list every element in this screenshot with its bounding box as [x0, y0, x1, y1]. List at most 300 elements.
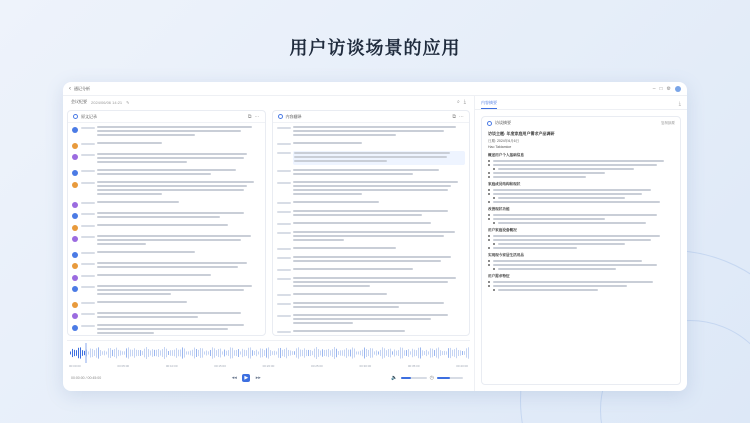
waveform-bar	[310, 350, 311, 356]
transcript-row[interactable]	[72, 126, 261, 138]
waveform-bar	[370, 348, 371, 358]
transcript-row[interactable]	[277, 302, 466, 310]
transcript-row[interactable]	[277, 126, 466, 138]
doc-date: 日期: 2024年6月6日	[488, 139, 520, 143]
waveform-bar	[374, 351, 375, 354]
waveform-bar	[398, 350, 399, 356]
waveform-bar	[106, 351, 107, 354]
waveform-bar	[70, 352, 71, 355]
waveform-bar	[380, 350, 381, 356]
transcript-row[interactable]	[277, 151, 466, 165]
original-panel-header	[68, 111, 265, 123]
waveform-bar	[294, 351, 295, 355]
waveform-bar	[160, 350, 161, 355]
waveform-bar	[356, 351, 357, 354]
waveform-bar	[108, 348, 109, 357]
waveform-bar	[276, 351, 277, 354]
bullet-dot-icon	[493, 222, 495, 224]
speaker-avatar	[72, 325, 78, 331]
waveform-bar	[246, 350, 247, 356]
play-button[interactable]: ▶	[242, 374, 250, 382]
waveform-bar	[270, 350, 271, 356]
waveform-bar	[164, 347, 165, 359]
waveform-bar	[212, 347, 213, 358]
window-title: 通记分析	[74, 85, 90, 91]
waveform-bar	[368, 350, 369, 356]
timestamp-placeholder	[81, 154, 97, 158]
forward-icon[interactable]: ▸▸	[255, 375, 261, 381]
summary-section-heading: 家庭成员结构和现状	[488, 182, 521, 186]
search-icon[interactable]: ⌕	[456, 99, 460, 105]
waveform-bar	[144, 349, 145, 358]
waveform-bar	[124, 351, 125, 354]
summary-bullet	[488, 243, 674, 245]
summary-bullet	[488, 160, 674, 162]
waveform-bar	[346, 348, 347, 358]
transcript-row[interactable]	[277, 314, 466, 326]
transcript-row[interactable]	[72, 285, 261, 297]
summary-bullet	[488, 247, 674, 249]
volume-icon[interactable]: 🔈	[391, 375, 398, 381]
transcript-row[interactable]	[72, 181, 261, 197]
waveform-bar	[358, 351, 359, 354]
waveform-bar	[416, 350, 417, 356]
summary-bullet	[488, 164, 674, 166]
waveform-bar	[432, 349, 433, 358]
more-icon[interactable]: ⋯	[254, 113, 260, 120]
transcript-row[interactable]	[72, 235, 261, 247]
transcript-row[interactable]	[277, 169, 466, 177]
file-name: 会议纪要	[71, 99, 87, 104]
transcript-row[interactable]	[277, 256, 466, 264]
original-rows	[68, 123, 265, 336]
timestamp-placeholder	[277, 211, 293, 215]
waveform-bar	[244, 350, 245, 356]
transcript-text-placeholder	[97, 262, 261, 270]
waveform-bar	[100, 350, 101, 356]
waveform-bar	[350, 350, 351, 357]
waveform-bar	[224, 350, 225, 357]
waveform-bar	[112, 350, 113, 356]
waveform-bar	[330, 350, 331, 355]
waveform-bar	[258, 351, 259, 354]
speaker-avatar	[72, 263, 78, 269]
summary-bullet	[488, 201, 674, 203]
bullet-dot-icon	[493, 268, 495, 270]
speaker-avatar	[72, 236, 78, 242]
waveform-bar	[314, 349, 315, 358]
waveform-bar	[94, 350, 95, 356]
transcript-text-placeholder	[293, 151, 466, 165]
bullet-dot-icon	[488, 189, 490, 191]
waveform-bar	[216, 350, 217, 356]
transcript-text-placeholder	[293, 142, 466, 146]
transcript-text-placeholder	[97, 126, 261, 138]
transcript-text-placeholder	[293, 210, 466, 218]
transcript-row[interactable]	[72, 301, 261, 308]
waveform-bar	[206, 351, 207, 356]
waveform-bar	[138, 350, 139, 356]
transcript-row[interactable]	[72, 169, 261, 177]
timeline-tick: 00:10:00	[165, 364, 178, 368]
waveform-bar	[222, 351, 223, 354]
waveform-bar	[208, 351, 209, 354]
waveform-bar	[130, 350, 131, 357]
timeline-tick: 00:40:00	[456, 364, 468, 368]
waveform-bar	[264, 350, 265, 356]
waveform-bar	[170, 350, 171, 356]
waveform-bar	[220, 349, 221, 358]
current-time: 00:00:00 / 00:45:00	[71, 376, 102, 380]
bullet-dot-icon	[488, 164, 490, 166]
transcript-text-placeholder	[97, 312, 261, 320]
audio-waveform[interactable]	[69, 343, 469, 363]
transcript-text-placeholder	[97, 301, 261, 305]
waveform-bar	[236, 350, 237, 356]
timeline-tick: 00:20:00	[262, 364, 275, 368]
waveform-bar	[322, 349, 323, 357]
waveform-bar	[312, 351, 313, 355]
waveform-bar	[278, 348, 279, 358]
summary-section-heading: 用户家庭设备概况	[488, 228, 517, 232]
waveform-bar	[288, 350, 289, 356]
waveform-bar	[146, 347, 147, 359]
waveform-bar	[210, 350, 211, 356]
timestamp-placeholder	[81, 225, 97, 229]
transcript-row[interactable]	[277, 247, 466, 252]
copy-summary-button[interactable]: 复制摘要	[661, 120, 675, 125]
waveform-bar	[150, 350, 151, 355]
waveform-bar	[420, 347, 421, 358]
waveform-bar	[464, 351, 465, 355]
summary-card	[481, 116, 681, 385]
speaker-avatar	[72, 182, 78, 188]
summary-document	[482, 129, 680, 295]
speaker-avatar	[72, 225, 78, 231]
transcript-row[interactable]	[277, 330, 466, 335]
summary-bullet	[488, 168, 674, 170]
waveform-bar	[340, 350, 341, 355]
translated-rows	[273, 123, 470, 336]
waveform-bar	[324, 350, 325, 356]
summary-card-header	[482, 117, 680, 129]
waveform-bar	[84, 351, 85, 355]
waveform-bar	[290, 350, 291, 355]
panel-dot-icon	[278, 114, 283, 119]
waveform-bar	[300, 350, 301, 357]
waveform-bar	[120, 351, 121, 356]
transcript-text-placeholder	[293, 222, 466, 226]
waveform-bar	[254, 351, 255, 355]
waveform-bar	[364, 348, 365, 359]
bullet-dot-icon	[488, 235, 490, 237]
edit-icon[interactable]: ✎	[126, 99, 130, 105]
transcript-row[interactable]	[277, 142, 466, 147]
waveform-bar	[366, 349, 367, 357]
more-icon[interactable]: ⋯	[459, 113, 464, 120]
waveform-bar	[158, 349, 159, 357]
speed-slider[interactable]	[437, 377, 463, 379]
timeline-tick: 00:05:00	[117, 364, 130, 368]
timestamp-placeholder	[81, 286, 97, 290]
waveform-bar	[204, 351, 205, 354]
transcript-text-placeholder	[97, 169, 261, 177]
transcript-row[interactable]	[72, 201, 261, 208]
transcript-text-placeholder	[293, 302, 466, 310]
speaker-avatar	[72, 286, 78, 292]
waveform-bar	[178, 350, 179, 357]
waveform-bar	[456, 348, 457, 358]
waveform-bar	[452, 350, 453, 356]
waveform-bar	[466, 348, 467, 357]
waveform-bar	[190, 351, 191, 356]
timestamp-placeholder	[81, 143, 97, 147]
waveform-bar	[298, 347, 299, 358]
timestamp-placeholder	[81, 263, 97, 267]
transcript-text-placeholder	[97, 212, 261, 220]
speaker-avatar	[72, 252, 78, 258]
summary-bullet	[488, 268, 674, 270]
waveform-bar	[168, 351, 169, 355]
waveform-bar	[74, 350, 75, 356]
summary-bullet	[488, 285, 674, 287]
timestamp-placeholder	[81, 325, 97, 329]
waveform-bar	[360, 351, 361, 356]
maximize-icon[interactable]: □	[659, 85, 663, 92]
minimize-icon[interactable]: –	[652, 85, 656, 92]
download-icon[interactable]: ⤓	[463, 99, 466, 105]
waveform-bar	[424, 351, 425, 355]
avatar[interactable]	[675, 86, 681, 92]
transcript-row[interactable]	[72, 324, 261, 336]
timestamp-placeholder	[277, 278, 293, 282]
summary-card-title: 访谈摘要	[495, 120, 511, 125]
transcript-text-placeholder	[293, 247, 466, 251]
transcript-text-placeholder	[97, 235, 261, 247]
transcript-row[interactable]	[277, 210, 466, 218]
waveform-bar	[400, 347, 401, 358]
transcript-text-placeholder	[293, 314, 466, 326]
waveform-bar	[248, 348, 249, 358]
waveform-bar	[450, 348, 451, 358]
waveform-bar	[238, 349, 239, 357]
waveform-bar	[328, 349, 329, 357]
waveform-bar	[234, 350, 235, 356]
waveform-bar	[372, 348, 373, 357]
timeline-tick: 00:00:00	[69, 364, 81, 368]
bullet-dot-icon	[488, 218, 490, 220]
panel-dot-icon	[73, 114, 78, 119]
transcript-text-placeholder	[293, 268, 466, 272]
transcript-row[interactable]	[72, 153, 261, 165]
waveform-bar	[118, 350, 119, 356]
waveform-bar	[250, 347, 251, 358]
waveform-bar	[454, 349, 455, 357]
waveform-bar	[154, 350, 155, 356]
waveform-bar	[202, 348, 203, 357]
waveform-bar	[438, 347, 439, 358]
waveform-bar	[442, 351, 443, 355]
bullet-dot-icon	[488, 172, 490, 174]
waveform-bar	[132, 350, 133, 356]
waveform-bar	[180, 350, 181, 357]
transcript-row[interactable]	[277, 277, 466, 289]
waveform-bar	[414, 350, 415, 357]
transcript-text-placeholder	[293, 330, 466, 334]
waveform-bar	[272, 351, 273, 355]
transcript-text-placeholder	[97, 324, 261, 336]
bullet-dot-icon	[488, 260, 490, 262]
transcript-row[interactable]	[72, 312, 261, 320]
summary-bullet	[488, 264, 674, 266]
waveform-bar	[392, 351, 393, 354]
volume-slider[interactable]	[401, 377, 427, 379]
waveform-bar	[186, 351, 187, 354]
original-panel-title: 原文记录	[81, 113, 97, 119]
bullet-dot-icon	[488, 193, 490, 195]
waveform-bar	[192, 350, 193, 356]
timeline-ticks	[69, 364, 468, 370]
waveform-bar	[140, 350, 141, 356]
summary-bullet	[488, 235, 674, 237]
original-transcript-panel	[67, 110, 266, 336]
timestamp-placeholder	[277, 257, 293, 261]
waveform-bar	[468, 347, 469, 358]
waveform-bar	[354, 348, 355, 357]
timestamp-placeholder	[81, 213, 97, 217]
waveform-bar	[428, 351, 429, 354]
waveform-bar	[268, 347, 269, 358]
timestamp-placeholder	[81, 202, 97, 206]
transcript-row[interactable]	[277, 268, 466, 273]
waveform-bar	[240, 351, 241, 354]
waveform-bar	[242, 349, 243, 357]
timestamp-placeholder	[277, 202, 293, 206]
waveform-bar	[440, 350, 441, 356]
page-headline: 用户访谈场景的应用	[289, 38, 461, 58]
waveform-bar	[214, 348, 215, 357]
summary-bullet	[488, 193, 674, 195]
waveform-bar	[308, 350, 309, 356]
file-meta: 2024/06/06 14:21	[91, 99, 123, 105]
timestamp-placeholder	[81, 313, 97, 317]
timestamp-placeholder	[81, 275, 97, 279]
timestamp-placeholder	[277, 303, 293, 307]
transcript-row[interactable]	[72, 274, 261, 281]
timestamp-placeholder	[277, 143, 293, 147]
transcript-row[interactable]	[72, 262, 261, 270]
timestamp-placeholder	[277, 269, 293, 273]
tab-summary[interactable]: 内容摘要	[481, 100, 497, 109]
waveform-bar	[410, 351, 411, 354]
waveform-bar	[218, 349, 219, 357]
waveform-bar	[422, 350, 423, 355]
transcript-row[interactable]	[277, 222, 466, 227]
transcript-row[interactable]	[277, 181, 466, 197]
waveform-bar	[376, 350, 377, 355]
audio-player	[67, 340, 470, 387]
waveform-bar	[90, 348, 91, 357]
speaker-avatar	[72, 302, 78, 308]
settings-icon[interactable]: ⚙	[666, 85, 671, 92]
transcript-row[interactable]	[72, 212, 261, 220]
waveform-bar	[352, 347, 353, 358]
waveform-bar	[338, 351, 339, 355]
waveform-bar	[320, 351, 321, 356]
waveform-bar	[394, 349, 395, 356]
transcript-row[interactable]	[72, 142, 261, 149]
waveform-bar	[412, 349, 413, 358]
waveform-bar	[98, 347, 99, 358]
transcript-text-placeholder	[97, 251, 261, 255]
bullet-dot-icon	[488, 201, 490, 203]
timestamp-placeholder	[81, 182, 97, 186]
speed-fill	[437, 377, 450, 379]
bullet-dot-icon	[493, 168, 495, 170]
transcript-text-placeholder	[293, 181, 466, 197]
transcript-row[interactable]	[277, 231, 466, 243]
waveform-bar	[304, 348, 305, 357]
waveform-bar	[80, 347, 81, 358]
bullet-dot-icon	[493, 197, 495, 199]
waveform-bar	[448, 348, 449, 358]
waveform-bar	[384, 348, 385, 357]
transcript-row[interactable]	[72, 224, 261, 231]
waveform-bar	[266, 348, 267, 357]
waveform-bar	[378, 351, 379, 354]
copy-icon[interactable]: ⧉	[247, 113, 252, 120]
waveform-bar	[184, 348, 185, 357]
waveform-bar	[326, 350, 327, 357]
waveform-bar	[152, 349, 153, 357]
waveform-bar	[404, 350, 405, 355]
transcript-text-placeholder	[293, 231, 466, 243]
waveform-bar	[292, 351, 293, 355]
rewind-icon[interactable]: ◂◂	[231, 375, 237, 381]
waveform-bar	[342, 350, 343, 356]
waveform-bar	[148, 349, 149, 357]
transcript-row[interactable]	[277, 201, 466, 206]
download-icon[interactable]: ⤓	[678, 101, 681, 107]
waveform-bar	[302, 350, 303, 356]
waveform-bar	[382, 347, 383, 358]
transcript-text-placeholder	[97, 274, 261, 278]
speed-icon[interactable]: ◷	[429, 375, 434, 381]
transcript-text-placeholder	[293, 201, 466, 205]
bullet-dot-icon	[493, 289, 495, 291]
transcript-row[interactable]	[277, 293, 466, 298]
waveform-bar	[386, 350, 387, 356]
chevron-left-icon[interactable]: ‹	[69, 85, 71, 92]
timestamp-placeholder	[81, 170, 97, 174]
transcript-row[interactable]	[72, 251, 261, 258]
summary-tabs	[475, 96, 687, 110]
waveform-bar	[348, 350, 349, 357]
waveform-bar	[460, 350, 461, 355]
copy-icon[interactable]: ⧉	[452, 113, 456, 120]
timestamp-placeholder	[277, 315, 293, 319]
summary-section-heading: 用户需求特征	[488, 274, 510, 278]
transcript-text-placeholder	[97, 142, 261, 146]
timestamp-placeholder	[81, 252, 97, 256]
transcript-text-placeholder	[293, 256, 466, 264]
volume-fill	[401, 377, 411, 379]
waveform-bar	[156, 350, 157, 356]
waveform-bar	[436, 348, 437, 357]
waveform-bar	[306, 350, 307, 356]
waveform-bar	[122, 351, 123, 355]
window-controls	[653, 86, 681, 92]
